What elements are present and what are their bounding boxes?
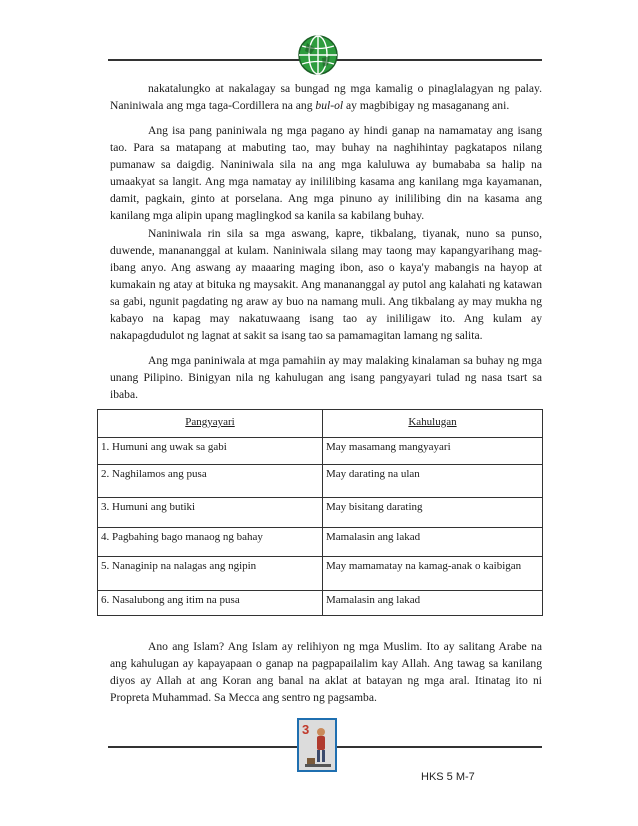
meaning-cell: Mamalasin ang lakad: [323, 528, 543, 557]
table-row: [98, 557, 543, 591]
meaning-cell: May mamamatay na kamag-anak o kaibigan: [323, 557, 543, 591]
meaning-cell: May bisitang darating: [323, 498, 543, 528]
event-cell: 5. Nanaginip na nalagas ang ngipin: [98, 557, 323, 591]
event-cell: 2. Naghilamos ang pusa: [98, 465, 323, 498]
page-badge: [297, 718, 337, 772]
module-code: HKS 5 M-7: [421, 771, 475, 783]
table-row: [98, 591, 543, 616]
event-cell: 6. Nasalubong ang itim na pusa: [98, 591, 323, 616]
paragraph-5: Ano ang Islam? Ang Islam ay relihiyon ng mga Muslim. Ito ay salitang Arabe na ang kahulugan ay kapayapaan o ganap na pagpapailalim kay Allah. Ang tawag sa kanilang diyos ay Allah at ang Koran ang banal na aklat at batayan ng mga aral. Itinatag ito ni Propreta Muhammad. Sa Mecca ang sentro ng pagsamba.: [110, 640, 542, 704]
table-row: [98, 438, 543, 465]
column-header-kahulugan: Kahulugan: [323, 410, 543, 438]
child-illustration-icon: [299, 720, 335, 770]
paragraph-2: Ang isa pang paniniwala ng mga pagano ay hindi ganap na namamatay ang isang tao. Para sa matapang at mabuting tao, may buhay na naghihintay pagkatapos nilang pumanaw sa daigdig. Naniniwala sila na ang mga kaluluwa ay bumababa sa halip na umaakyat sa langit. Ang mga namatay ay inililibing kasama ang kanilang mga kayamanan, damit, pagkain, ginto at porselana. Ang mga pinuno ay inililibing din na kasama ang kanilang mga alipin upang maglingkod sa kanila sa kabilang buhay.: [110, 124, 542, 222]
page-number: 3: [302, 722, 310, 737]
event-cell: 3. Humuni ang butiki: [98, 498, 323, 528]
meaning-cell: Mamalasin ang lakad: [323, 591, 543, 616]
event-cell: 1. Humuni ang uwak sa gabi: [98, 438, 323, 465]
paragraph-4: Ang mga paniniwala at mga pamahiin ay may malaking kinalaman sa buhay ng mga unang Pilipino. Binigyan nila ng kahulugan ang isang pangyayari tulad ng nasa tsart sa ibaba.: [110, 354, 542, 401]
bul-ol-term: bul-ol: [315, 99, 344, 112]
meaning-cell: May darating na ulan: [323, 465, 543, 498]
paragraph-1: nakatalungko at nakalagay sa bungad ng mga kamalig o pinaglalagyan ng palay. Naniniwala ang mga taga-Cordillera na ang bul-ol ay magbibigay ng masaganang ani.: [110, 82, 542, 112]
table-row: [98, 528, 543, 557]
table-row: [98, 465, 543, 498]
table-row: [98, 498, 543, 528]
meaning-cell: May masamang mangyayari: [323, 438, 543, 465]
column-header-pangyayari: Pangyayari: [98, 410, 323, 438]
paragraph-3: Naniniwala rin sila sa mga aswang, kapre, tikbalang, tiyanak, nuno sa punso, duwende, manananggal at kulam. Naniniwala silang may taong may kapangyarihang mag-ibang anyo. Ang aswang ay maaaring maging ibon, aso o kaya'y mabangis na hayop at kumakain ng atay at bituka ng maysakit. Ang manananggal ay putol ang kalahati ng katawan sa gabi, ngunit pagdating ng araw ay buo na namang muli. Ang tikbalang ay may mukha ng kabayo na kapag may nakatuwaang isang tao ay inililigaw ito. Ang kulam ay nakapagdudulot ng lagnat at sakit sa isang tao sa pamamagitan lamang ng salita.: [110, 227, 542, 342]
beliefs-table: [97, 409, 543, 616]
globe-icon: [297, 34, 339, 76]
table-header-row: [98, 410, 543, 438]
event-cell: 4. Pagbahing bago manaog ng bahay: [98, 528, 323, 557]
